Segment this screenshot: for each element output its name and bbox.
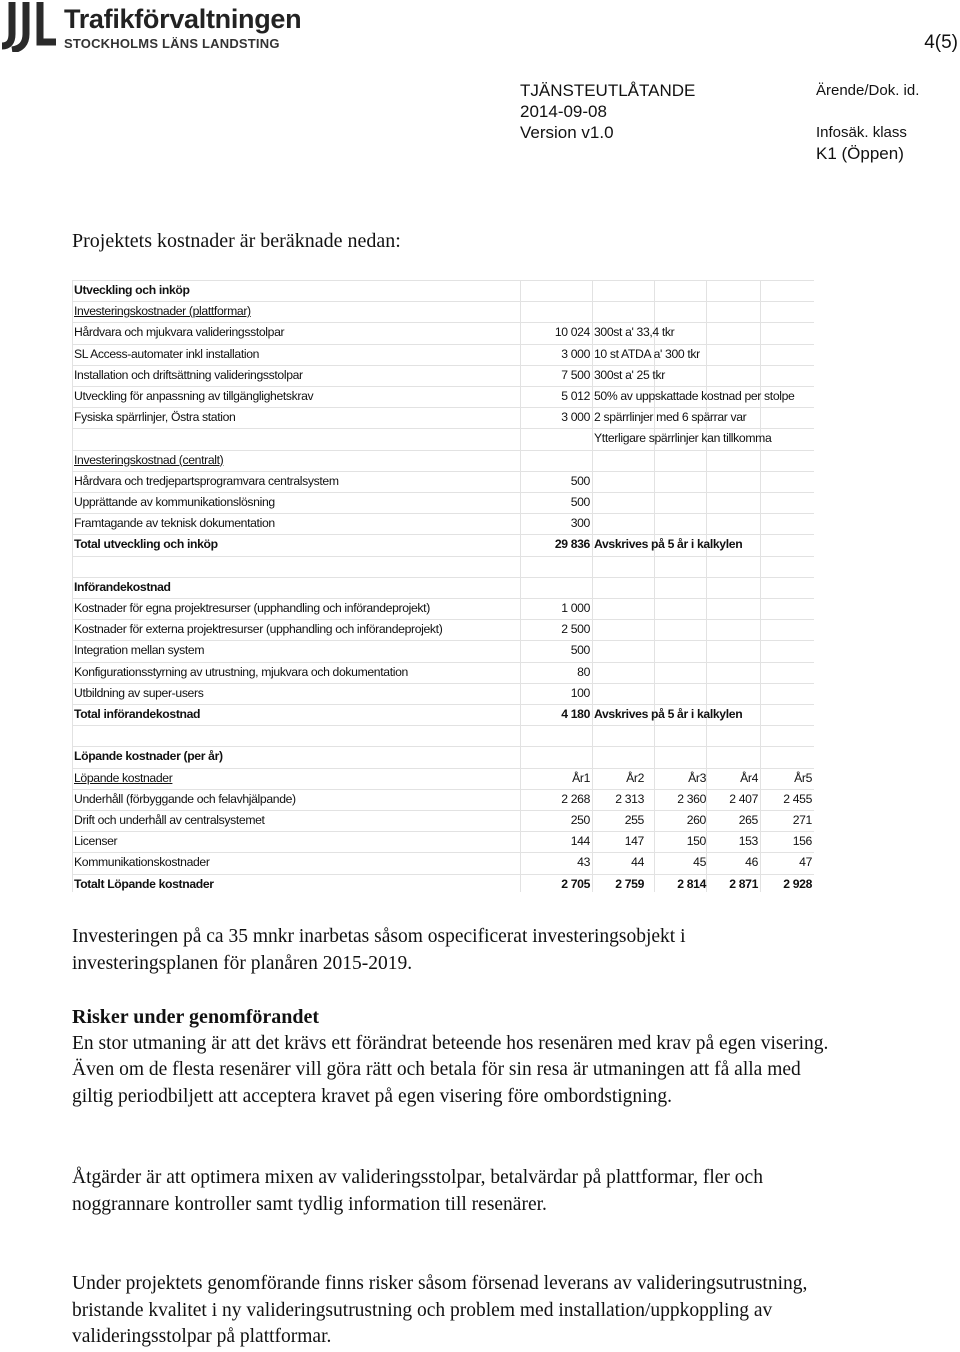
cost-row-amount: 3 000 [561, 346, 590, 361]
cost-row-label: Utbildning av super-users [74, 685, 204, 700]
risk-section [72, 1004, 832, 1110]
document-header-right [816, 80, 919, 164]
cost-row-note: 2 spärrlinjer med 6 spärrar var [594, 410, 747, 425]
running-cost-value: 2 928 [783, 876, 812, 891]
running-cost-value: 260 [686, 813, 706, 827]
year-header: År3 [688, 770, 706, 785]
year-header: År5 [794, 770, 812, 785]
risk-paragraph: En stor utmaning är att det krävs ett förändrat beteende hos resenären med krav på egen visering. Även om de flesta resenärer vill göra rätt och betala för sin resa är utmaningen att få alla med giltig periodbiljett att acceptera kravet på egen visering före ombordstigning. [72, 1032, 829, 1107]
arende-label: Ärende/Dok. id. [816, 82, 920, 99]
cost-row [72, 725, 814, 746]
cost-row [72, 598, 814, 619]
year-header: År1 [572, 770, 590, 785]
project-risks-paragraph: Under projektets genomförande finns risker såsom försenad leverans av valideringsutrustning, bristande kvalitet i ny valideringsutrustning och problem med installation/uppkoppling av valideringsstolpar på plattformar. [72, 1273, 808, 1347]
document-date: 2014-09-08 [520, 102, 607, 121]
cost-row-amount: 4 180 [561, 707, 590, 721]
running-cost-value: 2 759 [615, 876, 644, 891]
cost-row [72, 534, 814, 555]
cost-row [72, 577, 814, 598]
cost-row-label: Fysiska spärrlinjer, Östra station [74, 410, 236, 425]
running-cost-label: Totalt Löpande kostnader [74, 876, 214, 891]
cost-row-note: 300st a' 33,4 tkr [594, 325, 675, 340]
cost-row-label: Löpande kostnader (per år) [74, 749, 223, 764]
running-cost-value: 147 [624, 834, 644, 849]
cost-row [72, 386, 814, 407]
running-cost-value: 2 360 [677, 791, 706, 806]
running-cost-value: 156 [792, 834, 812, 849]
cost-row-amount: 100 [570, 685, 590, 700]
cost-row-amount: 7 500 [561, 367, 590, 382]
running-cost-value: 47 [799, 855, 812, 870]
cost-row-label: Total utveckling och inköp [74, 537, 218, 552]
cost-row [72, 450, 814, 471]
running-cost-value: 265 [738, 813, 758, 827]
cost-row-amount: 80 [577, 664, 590, 679]
measures-section [72, 1165, 832, 1218]
running-cost-value: 44 [631, 855, 644, 870]
cost-row-label: Införandekostnad [74, 579, 171, 594]
year-header: År4 [740, 770, 758, 785]
cost-row-note: 10 st ATDA a' 300 tkr [594, 346, 700, 361]
running-cost-row [72, 831, 814, 852]
logo-subtitle: STOCKHOLMS LÄNS LANDSTING [64, 36, 280, 51]
cost-row-label: Installation och driftsättning valideringsstolpar [74, 367, 303, 382]
cost-row [72, 556, 814, 577]
cost-row-note: Avskrives på 5 år i kalkylen [594, 707, 743, 721]
cost-row [72, 746, 814, 767]
cost-row-label: Konfigurationsstyrning av utrustning, mjukvara och dokumentation [74, 664, 408, 679]
running-cost-row [72, 810, 814, 831]
cost-row-amount: 500 [570, 495, 590, 509]
page-number: 4(5) [924, 32, 958, 53]
document-version: Version v1.0 [520, 123, 614, 142]
measures-paragraph: Åtgärder är att optimera mixen av valideringsstolpar, betalvärdar på plattformar, fler och noggrannare kontroller samt tydlig information till resenärer. [72, 1167, 763, 1215]
running-cost-value: 43 [577, 855, 590, 870]
running-cost-label: Licenser [74, 834, 118, 849]
cost-row-amount: 29 836 [554, 537, 590, 552]
running-cost-value: 144 [570, 834, 590, 849]
cost-row-label: Kostnader för egna projektresurser (upphandling och införandeprojekt) [74, 601, 430, 615]
cost-row-label: Upprättande av kommunikationslösning [74, 495, 275, 509]
risk-heading: Risker under genomförandet [72, 1006, 320, 1028]
running-cost-value: 2 455 [783, 791, 812, 806]
cost-row [72, 428, 814, 449]
cost-row-label: Hårdvara och tredjepartsprogramvara centralsystem [74, 473, 339, 488]
cost-row [72, 683, 814, 704]
cost-row-label: Hårdvara och mjukvara valideringsstolpar [74, 325, 285, 340]
organization-logo [0, 0, 330, 56]
document-type: TJÄNSTEUTLÅTANDE [520, 81, 696, 100]
running-cost-row [72, 874, 814, 895]
running-cost-value: 2 871 [729, 876, 758, 891]
running-cost-value: 2 705 [561, 876, 590, 891]
cost-row-label: Kostnader för externa projektresurser (upphandling och införandeprojekt) [74, 622, 443, 637]
section-intro: Projektets kostnader är beräknade nedan: [72, 230, 401, 252]
cost-row [72, 619, 814, 640]
year-header: År2 [626, 770, 644, 785]
running-cost-label: Underhåll (förbyggande och felavhjälpande) [74, 791, 296, 806]
cost-row-label: Framtagande av teknisk dokumentation [74, 516, 275, 531]
running-cost-value: 150 [686, 834, 706, 849]
running-cost-label: Drift och underhåll av centralsystemet [74, 813, 265, 827]
cost-row-label: Integration mellan system [74, 643, 205, 658]
running-cost-value: 2 268 [561, 791, 590, 806]
cost-row [72, 322, 814, 343]
cost-row [72, 301, 814, 322]
cost-row-amount: 3 000 [561, 410, 590, 425]
infosak-value: K1 (Öppen) [816, 144, 904, 163]
logo-mark-icon [0, 0, 60, 52]
document-header-left [520, 80, 695, 143]
running-cost-value: 250 [570, 813, 590, 827]
cost-row-note: 50% av uppskattade kostnad per stolpe [594, 389, 795, 403]
cost-row-amount: 300 [570, 516, 590, 531]
infosak-label: Infosäk. klass [816, 124, 907, 141]
cost-row-amount: 500 [570, 473, 590, 488]
cost-row [72, 704, 814, 725]
cost-row-amount: 1 000 [561, 601, 590, 615]
cost-row [72, 344, 814, 365]
cost-row-label: Utveckling och inköp [74, 283, 190, 297]
running-header-label: Löpande kostnader [74, 770, 173, 785]
running-cost-value: 45 [693, 855, 706, 870]
running-cost-value: 46 [745, 855, 758, 870]
cost-row-note: Avskrives på 5 år i kalkylen [594, 537, 743, 552]
cost-row-label: Investeringskostnader (plattformar) [74, 304, 251, 319]
logo-name: Trafikförvaltningen [64, 4, 302, 34]
running-cost-row [72, 852, 814, 873]
running-cost-value: 255 [624, 813, 644, 827]
cost-row-label: Investeringskostnad (centralt) [74, 452, 224, 467]
cost-row [72, 640, 814, 661]
running-cost-row [72, 789, 814, 810]
cost-row [72, 471, 814, 492]
cost-row-note: Ytterligare spärrlinjer kan tillkomma [594, 431, 772, 446]
cost-row-amount: 500 [570, 643, 590, 658]
cost-row-label: SL Access-automater inkl installation [74, 346, 260, 361]
paragraph-investment [72, 924, 832, 977]
cost-row-label: Utveckling för anpassning av tillgänglighetskrav [74, 389, 314, 403]
cost-row [72, 365, 814, 386]
running-cost-value: 153 [738, 834, 758, 849]
cost-row [72, 280, 814, 301]
running-cost-value: 2 313 [615, 791, 644, 806]
cost-row [72, 492, 814, 513]
cost-row-label: Total införandekostnad [74, 707, 201, 721]
running-cost-value: 2 407 [729, 791, 758, 806]
cost-row-amount: 10 024 [554, 325, 590, 340]
cost-row [72, 513, 814, 534]
paragraph-investment-text: Investeringen på ca 35 mnkr inarbetas såsom ospecificerat investeringsobjekt i investeringsplanen för planåren 2015-2019. [72, 926, 686, 974]
cost-row-amount: 2 500 [561, 622, 590, 637]
cost-row-note: 300st a' 25 tkr [594, 367, 665, 382]
cost-row [72, 407, 814, 428]
cost-row [72, 662, 814, 683]
project-risks-section [72, 1271, 832, 1351]
running-header-row [72, 768, 814, 789]
cost-row-amount: 5 012 [561, 389, 590, 403]
running-cost-value: 2 814 [677, 876, 706, 891]
running-cost-label: Kommunikationskostnader [74, 855, 210, 870]
running-cost-value: 271 [792, 813, 812, 827]
